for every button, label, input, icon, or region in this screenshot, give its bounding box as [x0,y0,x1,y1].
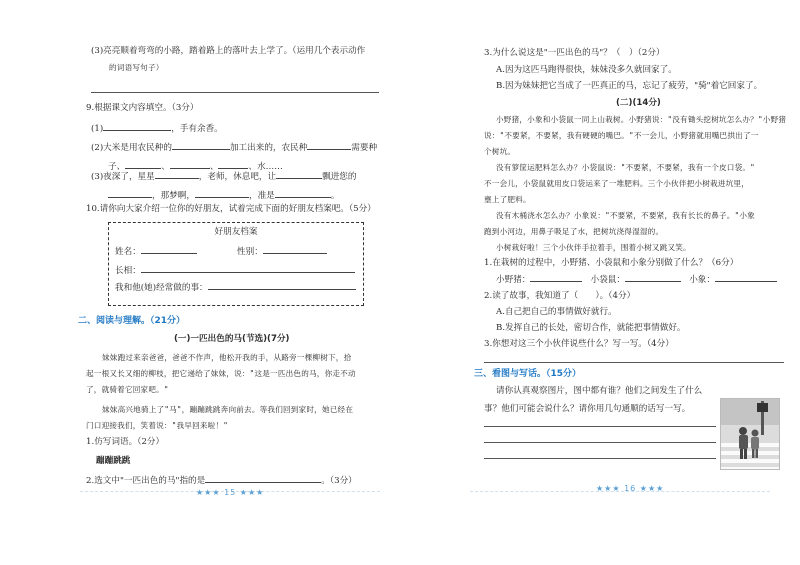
q9-3-blank-e[interactable] [275,189,331,198]
q2-blank[interactable] [205,474,321,483]
writing-line-1[interactable] [484,426,716,427]
story-line4: 没有箩筐运肥料怎么办？小袋鼠说："不要紧，不要紧，我有一个皮口袋。" [496,163,755,172]
rq3b-heading: 3.你想对这三个小伙伴说些什么？写一写。（4分） [484,339,674,349]
q9-2: (2)大米是用农民种的 加工出来的，农民种 需要种 [91,143,378,153]
pedestrian-crossing-photo-icon [720,398,780,470]
passage1-line3: 了，就骑着它回家吧。" [86,385,169,394]
q9-3-blank-b[interactable] [276,170,322,179]
q2-question: 2.选文中"一匹出色的马"指的是 。（3分） [86,476,357,486]
q9-3-blank-a[interactable] [155,170,199,179]
card-activity-row: 我和他(她)经常做的事： [115,281,356,294]
right-page [400,0,800,565]
q9-2-blank-a[interactable] [172,141,230,150]
story-line3: 个树坑。 [484,147,516,156]
q10-heading: 10.请你向大家介绍一位你的好朋友，试着完成下面的好朋友档案吧。（5分） [86,204,376,214]
q9-3-cont: ，那梦啊， ，准是 。 [108,189,339,202]
q9-1: (1) ，手有余香。 [91,124,223,134]
card-gender-field[interactable] [263,245,327,254]
q9-3-blank-c[interactable] [108,189,152,198]
card-name-row: 姓名： [115,245,197,258]
part-2-title: (二)(14分) [616,98,661,108]
card-looks-field[interactable] [141,264,355,273]
section-2-heading: 二、阅读与理解。（21分） [78,316,186,326]
q8-3-line2: 的词语写句子） [109,63,164,72]
writing-prompt-line1: 请你认真观察图片，图中都有谁？他们之间发生了什么 [496,386,703,396]
rq1-heading: 1.在栽树的过程中，小野猪、小袋鼠和小象分别做了什么？（6分） [484,258,739,268]
rq1-roo-blank[interactable] [625,273,681,282]
rq3-option-b[interactable]: B.因为妹妹把它当成了一匹真正的马，忘记了疲劳，"骑"着它回家了。 [496,81,763,91]
rq3-answer-line[interactable] [484,362,784,363]
section-3-heading: 三、看图与写话。（15分） [474,369,582,379]
rq1-ele-blank[interactable] [715,273,777,282]
q1-heading: 1.仿写词语。（2分） [86,437,165,447]
q8-answer-line[interactable] [91,92,379,93]
rq1-pig-blank[interactable] [530,273,582,282]
story-line9: 小树栽好啦！三个小伙伴手拉着手，围着小树又跳又笑。 [496,243,691,252]
q1-example-word: 蹦蹦跳跳 [96,456,131,466]
q9-2-blank-e[interactable] [218,160,248,169]
q9-1-blank[interactable] [103,122,171,131]
passage1-line5: 门口迎接我们，笑着说："我早回来啦！" [86,421,229,430]
passage1-line1: 妹妹跑过来亲爸爸，爸爸不作声，他松开我的手，从路旁一棵柳树下，拾 [102,353,352,362]
story-line1: 小野猪，小象和小袋鼠一同上山栽树。小野猪说："没有锄头挖树坑怎么办？"小野猪 [496,115,787,124]
rq3-option-a[interactable]: A.因为这匹马跑得很快，妹妹没多久就回家了。 [496,65,677,75]
q9-3: (3)夜深了，星星 ，老师，休息吧，让 飘进您的 [91,172,357,182]
rq2-heading: 2.读了故事，我知道了（ ）。（4分） [484,291,636,301]
card-activity-field[interactable] [208,281,356,290]
star-deco-icon: ★★★ [196,488,221,497]
rq2-option-a[interactable]: A.自己把自己的事情做好就行。 [496,307,617,317]
page-number-right: ★★★ 16 ★★★ [596,484,665,493]
star-deco-icon: ★★★ [239,488,265,497]
q9-heading: 9.根据课文内容填空。（3分） [86,103,199,113]
card-name-field[interactable] [141,245,197,254]
writing-prompt-line2: 事？他们可能会说什么？请你用几句通顺的话写一写。 [484,404,691,414]
q9-2-blank-c[interactable] [125,160,161,169]
rq3-heading: 3.为什么说这是"一匹出色的马"？（ ）（2分） [484,48,665,58]
story-line8: 跑到小河边，用鼻子吸足了水，把树坑浇得湿湿的。 [484,227,664,236]
writing-line-2[interactable] [484,442,716,443]
q8-3-line1: (3)亮亮顺着弯弯的小路，踏着路上的落叶去上学了。（运用几个表示动作 [91,46,366,56]
passage1-line4: 妹妹高兴地骑上了"马"，蹦蹦跳跳奔向前去。等我们回到家时，她已经在 [102,405,354,414]
part-1-title: (一)一匹出色的马(节选)(7分) [174,334,290,344]
story-line7: 没有木桶浇水怎么办？小象说："不要紧，不要紧，我有长长的鼻子。"小象 [496,211,755,220]
q9-2-blank-d[interactable] [170,160,210,169]
card-title: 好朋友档案 [214,227,258,237]
q9-2-blank-b[interactable] [307,141,351,150]
star-deco-icon: ★★★ [639,484,665,493]
page-number-left: ★★★ 15 ★★★ [196,488,265,497]
rq1-answers: 小野猪： 小袋鼠： 小象： [496,273,777,286]
story-line6: 壅上了肥料。 [484,195,531,204]
passage1-line2: 起一根又长又细的柳枝，把它递给了妹妹，说："这是一匹出色的马，你走不动 [86,369,356,378]
star-deco-icon: ★★★ [596,484,621,493]
story-line2: 说："不要紧，不要紧，我有硬硬的嘴巴。"不一会儿，小野猪就用嘴巴拱出了一 [484,131,759,140]
writing-line-3[interactable] [484,458,716,459]
rq2-option-b[interactable]: B.发挥自己的长处，密切合作，就能把事情做好。 [496,323,686,333]
q9-2-cont: 子、 、 、 、水…… [108,162,283,172]
story-line5: 不一会儿，小袋鼠就用皮口袋运来了一堆肥料。三个小伙伴把小树栽进坑里， [484,179,749,188]
card-gender-row: 性别： [237,245,327,258]
q9-3-blank-d[interactable] [195,189,249,198]
friend-profile-card [108,222,364,306]
card-looks-row: 长相： [115,264,355,277]
